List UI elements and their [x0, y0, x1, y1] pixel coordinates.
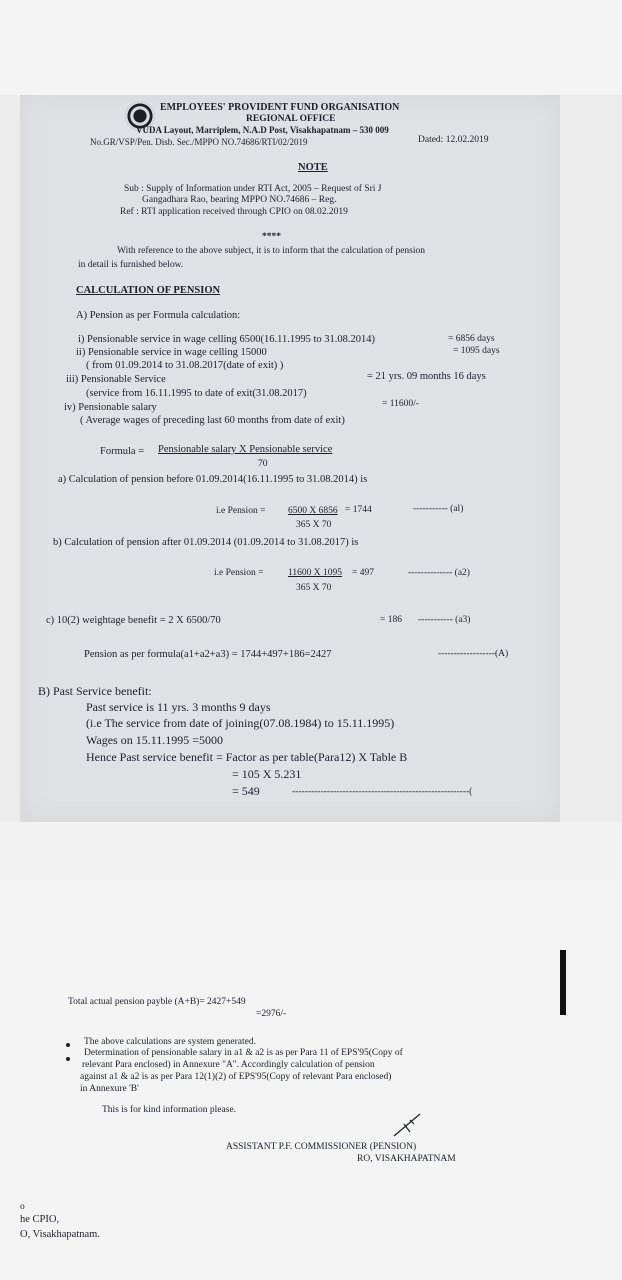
- item-iv: iv) Pensionable salary: [64, 402, 157, 413]
- item-iv-sub: ( Average wages of preceding last 60 months from date of exit): [80, 415, 345, 426]
- note-bullet-2-line-3: against a1 & a2 is as per Para 12(1)(2) of EPS'95(Copy of relevant Para enclosed): [80, 1072, 392, 1082]
- past-service-line-2: (i.e The service from date of joining(07.08.1984) to 15.11.1995): [86, 716, 395, 730]
- intro-line-2: in detail is furnished below.: [78, 260, 184, 270]
- calc-a-eq-numerator: 6500 X 6856: [288, 506, 338, 516]
- recipient-line-3: O, Visakhapatnam.: [20, 1229, 100, 1240]
- calc-a-line: a) Calculation of pension before 01.09.2014(16.11.1995 to 31.08.2014) is: [58, 474, 368, 485]
- reference-number: No.GR/VSP/Pen. Disb. Sec./MPPO NO.74686/RTI/02/2019: [90, 137, 308, 147]
- top-margin: [0, 0, 622, 95]
- calc-b-eq-result: = 497: [352, 568, 374, 578]
- note-heading: NOTE: [298, 162, 328, 173]
- note-bullet-1: The above calculations are system generated.: [84, 1037, 256, 1047]
- item-ii: ii) Pensionable service in wage celling 15000: [76, 347, 267, 358]
- past-service-tag: --------------------------------------------------------(: [292, 787, 473, 797]
- calc-c-line: c) 10(2) weightage benefit = 2 X 6500/70: [46, 615, 221, 626]
- signatory-title: ASSISTANT P.F. COMMISSIONER (PENSION): [226, 1142, 417, 1152]
- kind-information: This is for kind information please.: [102, 1105, 237, 1115]
- formula-total: Pension as per formula(a1+a2+a3) = 1744+497+186=2427: [84, 649, 332, 660]
- calc-b-eq-numerator: 11600 X 1095: [288, 568, 343, 578]
- bullet-dot: [66, 1043, 70, 1047]
- item-i-value: = 6856 days: [448, 334, 495, 344]
- calc-c-tag: ----------- (a3): [418, 615, 471, 625]
- formula-label: Formula =: [100, 446, 145, 457]
- calculation-heading: CALCULATION OF PENSION: [76, 285, 221, 296]
- page-edge-shadow: [560, 950, 566, 1015]
- section-b-title: B) Past Service benefit:: [38, 684, 152, 698]
- calc-a-eq-denominator: 365 X 70: [296, 520, 332, 530]
- recipient-line-1: o: [20, 1202, 25, 1212]
- past-service-line-1: Past service is 11 yrs. 3 months 9 days: [86, 700, 271, 714]
- section-a-title: A) Pension as per Formula calculation:: [76, 310, 241, 321]
- office-name: REGIONAL OFFICE: [246, 114, 336, 124]
- grand-total-result: =2976/-: [256, 1009, 287, 1019]
- past-service-line-6: = 549: [232, 784, 260, 798]
- item-iii-value: = 21 yrs. 09 months 16 days: [367, 371, 486, 382]
- formula-denominator: 70: [258, 459, 268, 469]
- calc-a-eq-tag: ----------- (al): [413, 504, 464, 514]
- subject-line-2: Gangadhara Rao, bearing MPPO NO.74686 – Reg.: [142, 195, 337, 205]
- item-ii-sub: ( from 01.09.2014 to 31.08.2017(date of exit) ): [86, 360, 284, 371]
- subject-line-1: Sub : Supply of Information under RTI Act, 2005 – Request of Sri J: [124, 184, 382, 194]
- calc-b-line: b) Calculation of pension after 01.09.2014 (01.09.2014 to 31.08.2017) is: [53, 537, 359, 548]
- note-bullet-2-line-2: relevant Para enclosed) in Annexure "A". Accordingly calculation of pension: [82, 1060, 375, 1070]
- signatory-office: RO, VISAKHAPATNAM: [357, 1154, 456, 1164]
- note-bullet-2-line-4: in Annexure 'B': [80, 1084, 139, 1094]
- intro-line-1: With reference to the above subject, it is to inform that the calculation of pension: [117, 246, 426, 256]
- item-iii: iii) Pensionable Service: [66, 374, 166, 385]
- item-i: i) Pensionable service in wage celling 6500(16.11.1995 to 31.08.2014): [78, 334, 376, 345]
- org-name: EMPLOYEES' PROVIDENT FUND ORGANISATION: [160, 102, 400, 113]
- grand-total-line: Total actual pension payble (A+B)= 2427+549: [68, 997, 246, 1007]
- item-iii-sub: (service from 16.11.1995 to date of exit(31.08.2017): [86, 388, 307, 399]
- past-service-line-3: Wages on 15.11.1995 =5000: [86, 733, 224, 747]
- item-iv-value: = 11600/-: [382, 399, 419, 409]
- calc-b-eq-denominator: 365 X 70: [296, 583, 332, 593]
- reference-line: Ref : RTI application received through CPIO on 08.02.2019: [120, 207, 348, 217]
- calc-b-eq-prefix: i.e Pension =: [214, 568, 264, 578]
- page-gap: [0, 822, 622, 885]
- calc-a-eq-prefix: i.e Pension =: [216, 506, 266, 516]
- calc-c-value: = 186: [380, 615, 402, 625]
- calc-a-eq-result: = 1744: [345, 505, 372, 515]
- separator-stars: ****: [262, 232, 281, 242]
- note-bullet-2-line-1: Determination of pensionable salary in a1 & a2 is as per Para 11 of EPS'95(Copy of: [84, 1048, 403, 1058]
- signature-icon: [390, 1110, 426, 1140]
- past-service-line-5: = 105 X 5.231: [232, 767, 302, 781]
- letter-date: Dated: 12.02.2019: [418, 135, 489, 145]
- office-address: VUDA Layout, Marriplem, N.A.D Post, Visakhapatnam – 530 009: [136, 125, 389, 135]
- recipient-line-2: he CPIO,: [20, 1214, 60, 1225]
- item-ii-value: = 1095 days: [453, 346, 500, 356]
- past-service-line-4: Hence Past service benefit = Factor as per table(Para12) X Table B: [86, 750, 408, 764]
- document-page-1: [20, 95, 560, 822]
- formula-numerator: Pensionable salary X Pensionable service: [158, 444, 333, 455]
- bullet-dot: [66, 1057, 70, 1061]
- calc-b-eq-tag: -------------- (a2): [408, 568, 470, 578]
- formula-total-tag: ------------------(A): [438, 649, 509, 659]
- document-page-2: [0, 885, 622, 1280]
